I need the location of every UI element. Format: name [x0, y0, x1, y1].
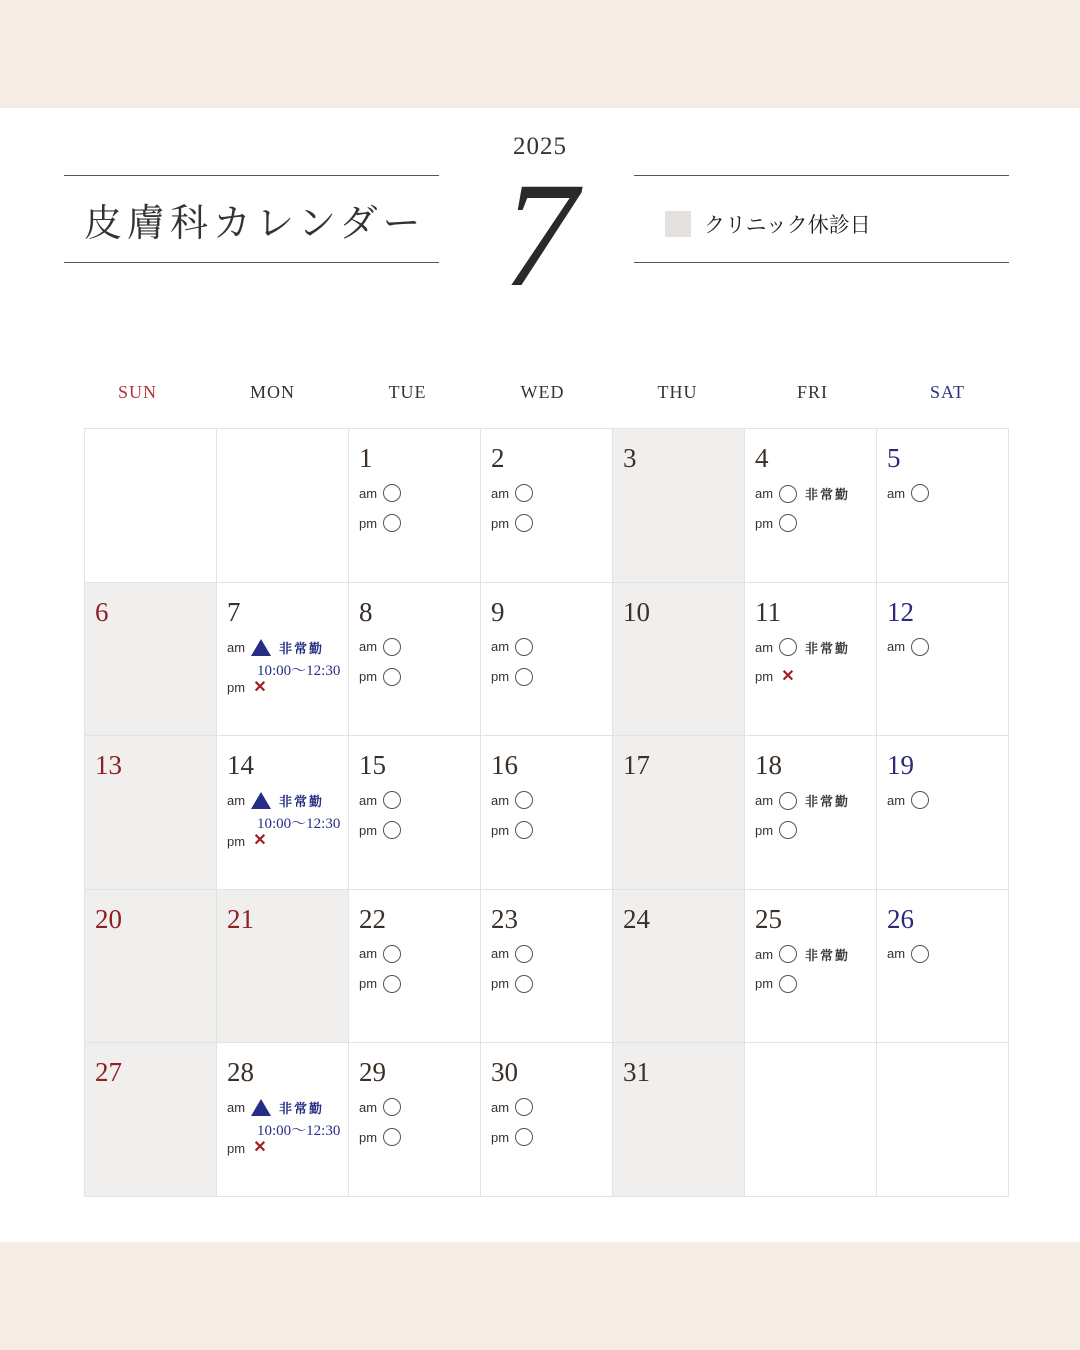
cross-icon: ✕ [253, 678, 267, 696]
pm-label: pm [359, 669, 378, 685]
pm-status [359, 1128, 401, 1146]
day-number: 4 [755, 443, 769, 473]
open-circle-icon [515, 1128, 533, 1146]
pm-status [359, 514, 401, 532]
open-circle-icon [911, 791, 929, 809]
calendar-day[interactable] [217, 1043, 349, 1197]
part-time-note: 非常勤 [805, 795, 851, 811]
open-circle-icon [383, 668, 401, 686]
open-circle-icon [383, 791, 401, 809]
am-label: am [491, 1099, 510, 1115]
open-circle-icon [911, 638, 929, 656]
day-number: 14 [227, 750, 254, 781]
open-circle-icon [779, 945, 797, 963]
pm-label: pm [359, 515, 378, 531]
open-circle-icon [515, 945, 533, 963]
am-status [491, 945, 533, 963]
calendar-day[interactable] [481, 583, 613, 737]
open-circle-icon [515, 514, 533, 532]
am-status [359, 791, 401, 809]
weekday-thu: THU [657, 382, 698, 402]
am-label: am [227, 639, 246, 655]
open-circle-icon [779, 975, 797, 993]
pm-status [755, 514, 797, 532]
day-number: 9 [491, 596, 505, 627]
open-circle-icon [383, 638, 401, 656]
pm-label: pm [491, 669, 510, 685]
triangle-icon [251, 1099, 271, 1116]
pm-label: pm [755, 515, 774, 531]
legend-label: クリニック休診日 [704, 213, 871, 237]
am-label: am [491, 792, 510, 808]
part-time-note: 非常勤 [279, 1102, 325, 1118]
am-status [755, 945, 850, 964]
pm-status [359, 821, 401, 839]
open-circle-icon [779, 638, 797, 656]
part-time-hours: 10:00〜12:30 [257, 1123, 341, 1140]
weekday-wed: WED [520, 382, 565, 402]
day-number: 15 [359, 750, 386, 781]
bottom-band [0, 1242, 1080, 1350]
day-number: 3 [623, 443, 637, 473]
calendar-day[interactable] [481, 736, 613, 890]
calendar-day[interactable] [613, 736, 745, 890]
weekday-header [70, 382, 1015, 406]
calendar-day[interactable] [349, 429, 481, 583]
part-time-note: 非常勤 [805, 641, 851, 657]
year-label: 2025 [513, 133, 567, 160]
part-time-note: 非常勤 [279, 795, 325, 811]
pm-status [491, 1128, 533, 1146]
am-label: am [359, 639, 378, 655]
am-label: am [491, 946, 510, 962]
open-circle-icon [383, 975, 401, 993]
weekday-mon: MON [249, 382, 295, 402]
day-number: 19 [887, 750, 914, 781]
open-circle-icon [383, 945, 401, 963]
cross-icon: ✕ [781, 667, 795, 685]
open-circle-icon [515, 484, 533, 502]
part-time-hours: 10:00〜12:30 [257, 816, 341, 833]
calendar-day[interactable] [613, 583, 745, 737]
open-circle-icon [779, 821, 797, 839]
calendar-day[interactable] [217, 583, 349, 737]
pm-label: pm [755, 822, 774, 838]
open-circle-icon [383, 484, 401, 502]
am-status [227, 791, 324, 810]
am-status [227, 1098, 324, 1117]
pm-status [227, 832, 269, 850]
open-circle-icon [911, 945, 929, 963]
part-time-note: 非常勤 [805, 948, 851, 964]
cross-icon: ✕ [253, 1139, 267, 1157]
day-number: 30 [491, 1057, 518, 1088]
am-status [887, 484, 929, 502]
open-circle-icon [383, 1128, 401, 1146]
day-number: 13 [95, 750, 122, 781]
am-status [359, 484, 401, 502]
part-time-note: 非常勤 [279, 641, 325, 657]
am-label: am [755, 639, 774, 655]
am-status [227, 638, 324, 657]
day-number: 24 [623, 903, 650, 934]
pm-label: pm [755, 669, 774, 685]
open-circle-icon [911, 484, 929, 502]
open-circle-icon [515, 668, 533, 686]
day-number: 11 [755, 596, 781, 627]
am-status [491, 791, 533, 809]
open-circle-icon [779, 792, 797, 810]
day-number: 25 [755, 903, 782, 934]
pm-label: pm [755, 976, 774, 992]
pm-status [491, 821, 533, 839]
calendar-day[interactable] [613, 429, 745, 583]
open-circle-icon [515, 791, 533, 809]
pm-status [491, 514, 533, 532]
am-status [359, 1098, 401, 1116]
weekday-sun: SUN [117, 382, 157, 402]
day-number: 18 [755, 750, 782, 781]
am-label: am [887, 485, 906, 501]
am-status [359, 945, 401, 963]
pm-label: pm [227, 680, 246, 696]
title-box [64, 175, 439, 263]
pm-status [491, 975, 533, 993]
day-number: 1 [359, 443, 373, 473]
calendar-day[interactable] [745, 429, 877, 583]
calendar-day[interactable] [349, 736, 481, 890]
calendar-day[interactable] [481, 429, 613, 583]
calendar-day[interactable] [217, 890, 349, 1044]
day-number: 26 [887, 903, 914, 934]
calendar-day[interactable] [85, 583, 217, 737]
am-status [755, 484, 850, 503]
day-number: 6 [95, 596, 109, 627]
pm-status [755, 975, 797, 993]
open-circle-icon [515, 821, 533, 839]
am-status [887, 945, 929, 963]
am-label: am [227, 793, 246, 809]
pm-label: pm [227, 833, 246, 849]
day-number: 17 [623, 750, 650, 781]
calendar-day[interactable] [877, 429, 1009, 583]
day-number: 22 [359, 903, 386, 934]
calendar-day[interactable] [877, 583, 1009, 737]
am-label: am [755, 793, 774, 809]
month-number: 7 [502, 152, 578, 318]
day-number: 7 [227, 596, 241, 627]
am-label: am [887, 792, 906, 808]
am-status [755, 638, 850, 657]
am-status [755, 791, 850, 810]
triangle-icon [251, 792, 271, 809]
pm-label: pm [491, 976, 510, 992]
calendar-day[interactable] [481, 890, 613, 1044]
pm-status [359, 975, 401, 993]
day-number: 5 [887, 443, 901, 473]
calendar-day[interactable] [877, 736, 1009, 890]
open-circle-icon [383, 821, 401, 839]
open-circle-icon [515, 975, 533, 993]
calendar-day[interactable] [349, 1043, 481, 1197]
calendar-day[interactable] [217, 736, 349, 890]
pm-status [359, 668, 401, 686]
am-status [491, 638, 533, 656]
open-circle-icon [779, 485, 797, 503]
pm-status [227, 1139, 269, 1157]
am-label: am [887, 946, 906, 962]
day-number: 29 [359, 1057, 386, 1088]
pm-label: pm [359, 822, 378, 838]
am-status [491, 1098, 533, 1116]
am-label: am [887, 639, 906, 655]
am-label: am [755, 946, 774, 962]
am-status [359, 638, 401, 656]
am-status [887, 791, 929, 809]
calendar-day [745, 1043, 877, 1197]
am-label: am [491, 639, 510, 655]
closed-day-swatch [665, 211, 691, 237]
pm-status [227, 679, 269, 697]
calendar-day[interactable] [85, 736, 217, 890]
pm-label: pm [227, 1140, 246, 1156]
pm-status [755, 668, 797, 686]
am-label: am [359, 1099, 378, 1115]
day-number: 8 [359, 596, 373, 627]
am-label: am [359, 485, 378, 501]
day-number: 31 [623, 1057, 650, 1088]
calendar-day[interactable] [349, 890, 481, 1044]
am-label: am [491, 485, 510, 501]
pm-label: pm [491, 822, 510, 838]
pm-label: pm [491, 515, 510, 531]
calendar-day [217, 429, 349, 583]
day-number: 10 [623, 596, 650, 627]
am-status [887, 638, 929, 656]
pm-status [491, 668, 533, 686]
part-time-hours: 10:00〜12:30 [257, 662, 341, 679]
weekday-fri: FRI [796, 382, 828, 402]
legend [634, 175, 1009, 263]
day-number: 2 [491, 443, 505, 473]
open-circle-icon [779, 514, 797, 532]
am-label: am [359, 946, 378, 962]
day-number: 27 [95, 1057, 122, 1088]
day-number: 21 [227, 903, 254, 934]
calendar-day[interactable] [745, 583, 877, 737]
page-title: 皮膚科カレンダー [84, 200, 426, 245]
pm-label: pm [491, 1129, 510, 1145]
weekday-tue: TUE [388, 382, 427, 402]
day-number: 12 [887, 596, 914, 627]
calendar-day [85, 429, 217, 583]
calendar-day[interactable] [85, 890, 217, 1044]
open-circle-icon [383, 1098, 401, 1116]
day-number: 28 [227, 1057, 254, 1088]
calendar-day[interactable] [745, 736, 877, 890]
am-label: am [359, 792, 378, 808]
am-status [491, 484, 533, 502]
cross-icon: ✕ [253, 832, 267, 850]
am-label: am [755, 486, 774, 501]
calendar-grid [84, 428, 1009, 1197]
open-circle-icon [383, 514, 401, 532]
weekday-sat: SAT [929, 382, 965, 402]
calendar-day[interactable] [613, 1043, 745, 1197]
calendar-day[interactable] [745, 890, 877, 1044]
pm-label: pm [359, 1129, 378, 1145]
calendar-day[interactable] [349, 583, 481, 737]
pm-label: pm [359, 976, 378, 992]
calendar-day[interactable] [481, 1043, 613, 1197]
calendar-day[interactable] [85, 1043, 217, 1197]
part-time-note: 非常勤 [805, 488, 851, 503]
am-label: am [227, 1100, 246, 1116]
open-circle-icon [515, 1098, 533, 1116]
top-band [0, 0, 1080, 108]
calendar-day[interactable] [613, 890, 745, 1044]
triangle-icon [251, 639, 271, 656]
day-number: 20 [95, 903, 122, 934]
calendar-day[interactable] [877, 890, 1009, 1044]
day-number: 16 [491, 750, 518, 781]
day-number: 23 [491, 903, 518, 934]
pm-status [755, 821, 797, 839]
calendar-day [877, 1043, 1009, 1197]
open-circle-icon [515, 638, 533, 656]
